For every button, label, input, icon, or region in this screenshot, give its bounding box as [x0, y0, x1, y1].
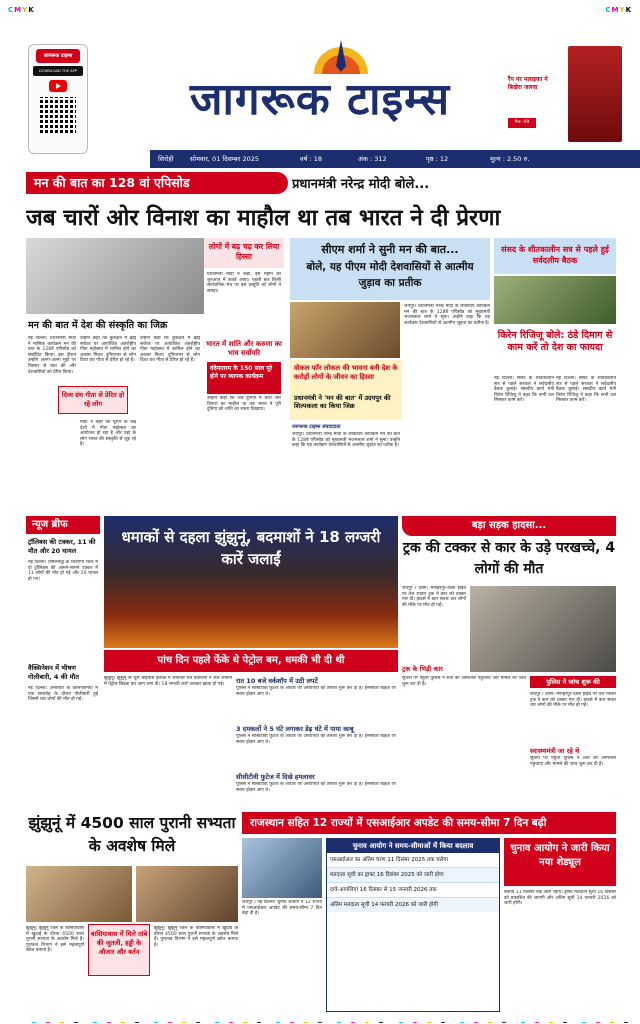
civilization-photo-1	[26, 866, 132, 922]
lead-subhead: मन की बात में देश की संस्कृति का जिक्र	[28, 320, 168, 331]
accident-sub2: ट्रक के भिड़ी कार	[402, 665, 443, 673]
schedule-headline: चुनाव आयोग ने जारी किया नया शेड्यूल	[510, 843, 610, 868]
lead-body-col2: उन्होंने कहा कि कुरुक्षेत्र में ब्रह्म सरोवर पर आयोजित अंतर्राष्ट्रीय गीता महोत्सव में शामिल होने का अवसर मिला। दुनियाभर से लोग दिव्य ग्रंथ गीता से प्रेरित हो रहे हैं।	[80, 336, 136, 364]
lead-headline: जब चारों ओर विनाश का माहौल था तब भारत ने दी प्रेरणा	[26, 205, 501, 231]
dateline-price: मूल्य : 2.50 रु.	[490, 155, 530, 163]
sir-photo	[242, 838, 322, 898]
accident-body: जयपुर / दौसा। मनोहरपुर-दौसा हाईवे पर तेज रफ्तार ट्रक ने कार को टक्कर मार दी। हादसे में कार सवार चार लोगों की मौके पर मौत हो गई।	[402, 586, 466, 608]
parliament-photo	[494, 276, 616, 324]
parliament-body: नई दिल्ली। संसद के शीतकालीन सत्र से पहले सरकार ने सर्वदलीय बैठक बुलाई। संसदीय कार्य मंत्री किरेन रिजिजू ने कहा कि सभी दल मिलकर काम करें।	[494, 376, 554, 404]
lead-body-col1: नई दिल्ली। प्रधानमंत्री मोदी ने मासिक कार्यक्रम मन की बात के 128वें एपिसोड को संबोधित किया। इस दौरान उन्होंने अलग-अलग मुद्दों पर विस्तार से बात की और देशवासियों को प्रेरित किया।	[28, 336, 76, 375]
dateline-pages: पृष्ठ : 12	[426, 155, 449, 163]
cm-body: जयपुर। प्रधानमंत्री नरेन्द्र मोदी के लोकप्रिय कार्यक्रम मन की बात के 128वें एपिसोड को मुख्यमंत्री भजनलाल शर्मा ने सुना। उन्होंने कहा कि यह कार्यक्रम देशवासियों से आत्मीय जुड़ाव का प्रतीक है।	[292, 432, 400, 449]
sir-body: जयपुर / नई दिल्ली। चुनाव आयोग ने 12 राज्यों में एसआईआर अपडेट की समय-सीमा 7 दिन बढ़ा दी है।	[242, 900, 322, 917]
cm-photo	[290, 302, 400, 358]
app-badge: जागरूक टाइम्स	[36, 49, 80, 63]
lead-photo	[26, 238, 204, 314]
brief1-body: नई दिल्ली। तमिलनाडु के शिवगंगा जिले में दो ट्रॉलिबस की आमने-सामने टक्कर में 11 लोगों की मौत हो गई और 20 घायल हो गए।	[28, 560, 98, 582]
accident-headline: ट्रक की टक्कर से कार के उड़े परखच्चे, 4 लोगों की मौत	[402, 540, 616, 577]
dateline-bar	[150, 150, 640, 168]
blast-body: झुंझुनूं। झुंझुनूं के चूरू बाइपास इलाके में शनिवार रात बदमाशों ने कार शोरूम में पेट्रोल छिड़क कर आग लगा दी। 18 लग्जरी कारें जलकर खाक हो गईं।	[104, 676, 232, 687]
parliament-body-col2: नई दिल्ली। संसद के शीतकालीन सत्र से पहले सरकार ने सर्वदलीय बैठक बुलाई। संसदीय कार्य मंत्री किरेन रिजिजू ने कहा कि सभी दल मिलकर काम करें।	[556, 376, 616, 404]
cm-body-col2: जयपुर। प्रधानमंत्री नरेन्द्र मोदी के लोकप्रिय कार्यक्रम मन की बात के 128वें एपिसोड को मुख्यमंत्री भजनलाल शर्मा ने सुना। उन्होंने कहा कि यह कार्यक्रम देशवासियों से आत्मीय जुड़ाव का प्रतीक है।	[404, 304, 490, 326]
civilization-body2: झुंझुनूं। झुंझुनूं जिले के बासियावास में खुदाई के दौरान 4500 साल पुरानी सभ्यता के अवशेष मिले हैं। पुरातत्व विभाग ने इसे महत्वपूर्ण खोज बताया है।	[154, 926, 238, 948]
sir-headline: राजस्थान सहित 12 राज्यों में एसआईआर अपडेट की समय-सीमा 7 दिन बढ़ी	[250, 817, 547, 829]
print-mark-right: CMYK	[605, 6, 632, 14]
lead-body-col4: उन्होंने कहा कि कुरुक्षेत्र में ब्रह्म सरोवर पर आयोजित अंतर्राष्ट्रीय गीता महोत्सव में शामिल होने का अवसर मिला। दुनियाभर से लोग दिव्य ग्रंथ गीता से प्रेरित हो रहे हैं।	[140, 336, 200, 364]
cm-caption: वोकल फॉर लोकल की भावना बनी देश के करोड़ों लोगों के जीवन का हिस्सा	[294, 364, 398, 381]
parliament-headline: किरेन रिजिजू बोले: ठंडे दिमाग से काम करें तो देश का फायदा	[497, 330, 613, 353]
accident-label-text: बड़ा सड़क हादसा...	[471, 520, 547, 531]
civilization-photo-2	[136, 866, 238, 922]
schedule-headline-box	[504, 838, 616, 886]
blast-body3: पुलिस ने सीसीटीवी फुटेज के आधार पर आरोपियों की तलाश शुरू कर दी है। हमलावर बाइक पर सवार होकर आए थे।	[236, 734, 396, 745]
accident-label	[402, 516, 616, 536]
sir-table	[326, 838, 500, 1012]
side-title: लोगों में बढ़ चढ़ कर लिया हिस्सा	[204, 238, 284, 268]
civilization-headline: झुंझुनूं में 4500 साल पुरानी सभ्यता के अवशेष मिले	[28, 814, 236, 855]
lead-tag	[26, 172, 288, 194]
lead-tag-text: मन की बात का 128 वां एपिसोड	[34, 175, 190, 190]
news-brief-label	[26, 516, 100, 534]
ad-box[interactable]	[508, 46, 626, 146]
news-brief-label-text: न्यूज ब्रीफ	[32, 519, 68, 530]
blast-sub2: 3 दमकलों ने 5 घंटे लगाकर डेढ़ घंटे में पाया काबू	[236, 725, 354, 733]
blast-strap-text: पांच दिन पहले फेंके थे पेट्रोल बम, धमकी भी दी थी	[157, 655, 345, 666]
side-body: प्रधानमंत्री मोदी ने कहा, इस महीने की शुरुआत में कतर्ड आया। पहली बार किसी सार्वजनिक मंच पर इस प्रस्तुति को लोगों ने सराहा।	[207, 272, 281, 294]
lead-kicker: प्रधानमंत्री नरेन्द्र मोदी बोले...	[292, 177, 430, 192]
color-registration-dots	[30, 1015, 630, 1023]
cm-byline: जागरूक टाइम्स संवाददाता	[292, 424, 341, 430]
accident-body4: सूचना पर पहुंची पुलिस ने शवों को अस्पताल पहुंचाया और मामले की जांच शुरू कर दी है।	[530, 756, 616, 767]
parliament-title: संसद के शीतकालीन सत्र से पहले हुई सर्वदलीय बैठक	[501, 245, 609, 265]
cm-subhead: प्रधानमंत्री ने 'मन की बात' में उदयपुर की शिल्पकला का किया जिक्र	[294, 394, 391, 410]
blast-photo	[104, 516, 398, 648]
cm-title1: सीएम शर्मा ने सुनी मन की बात...	[321, 243, 459, 256]
dateline-date: सोमवार, 01 दिसम्बर 2025	[190, 155, 260, 163]
schedule-body: बताया 11 दिसंबर तक जारी रहेगा। ड्राफ्ट मतदाता सूची 16 दिसंबर को प्रकाशित की जाएगी और अंतिम सूची 14 फरवरी 2026 को जारी होगी।	[504, 890, 616, 907]
side-column	[204, 238, 284, 512]
accident-sub1: पुलिस ने जांच शुरू की	[530, 676, 616, 688]
brief1-title: ट्रॉलिबस की टक्कर, 11 की मौत और 20 घायल	[28, 538, 96, 555]
lead-body-col3: मोदी ने कहा कि यूरोप के कई देशों में गीता महोत्सव का आयोजन हो रहा है और वहां के लोग भारत की संस्कृति से जुड़ रहे हैं।	[80, 420, 136, 448]
side-body2: उन्होंने कहा कि जब दुनिया में चारों ओर विनाश का माहौल था तब भारत ने पूरी दुनिया को शांति का रास्ता दिखाया।	[207, 396, 281, 413]
cm-title2: बोले, यह पीएम मोदी देशवासियों से आत्मीय जुड़ाव का प्रतीक	[306, 261, 474, 289]
brief2-body: नई दिल्ली। अमेरिका के कैलिफोर्निया में एक समारोह के दौरान गोलीबारी हुई जिसमें चार लोगों की मौत हो गई।	[28, 686, 98, 703]
accident-photo	[470, 586, 616, 672]
sir-row: दावे-आपत्तियां 16 दिसंबर से 15 जनवरी 2026 तक	[327, 883, 499, 898]
brief2-title: वैक्सिनेशन में भीषण गोलीबारी, 4 की मौत	[28, 664, 79, 681]
civilization-box: बासियावास में मिले तांबे की जुतली, हड्डी के औजार और बर्तन	[88, 924, 150, 976]
youtube-icon	[49, 80, 67, 92]
lead-quote: दिव्य ग्रंथ गीता से प्रेरित हो रहे लोग	[58, 386, 128, 414]
blast-body4: पुलिस ने सीसीटीवी फुटेज के आधार पर आरोपियों की तलाश शुरू कर दी है। हमलावर बाइक पर सवार होकर आए थे।	[236, 782, 396, 793]
side-subhead: भारत में शांति और करुणा का भाव सर्वोपरि	[206, 340, 282, 357]
side-highlight: वंदेमातरम के 150 साल पूरे होने पर व्यापक कार्यक्रम	[207, 362, 281, 394]
blast-headline: धमाकों से दहला झुंझुनूं, बदमाशों ने 18 लग्जरी कारें जलाईं	[121, 528, 381, 568]
print-mark-left: CMYK	[8, 6, 35, 14]
sir-table-title: चुनाव आयोग ने समय-सीमाओं में किया बदलाव	[327, 839, 499, 853]
sir-headline-bar	[242, 812, 616, 834]
dateline-city: सिरोही	[158, 155, 174, 163]
ad-text: रैंप पर मलाइका ने बिखेरा जलवा	[508, 76, 548, 91]
download-app-button[interactable]: DOWNLOAD THE APP	[33, 66, 83, 76]
blast-body2: पुलिस ने सीसीटीवी फुटेज के आधार पर आरोपियों की तलाश शुरू कर दी है। हमलावर बाइक पर सवार होकर आए थे।	[236, 686, 396, 697]
blast-sub3: सीसीटीवी फुटेज में दिखे हमलावर	[236, 773, 315, 781]
cm-headline-box	[290, 238, 490, 300]
parliament-title-box	[494, 238, 616, 274]
dateline-volume: वर्ष : 18	[300, 155, 322, 163]
pen-sunburst-logo	[310, 36, 372, 74]
blast-strap	[104, 650, 398, 672]
accident-body3: जयपुर / दौसा। मनोहरपुर-दौसा हाईवे पर तेज रफ्तार ट्रक ने कार को टक्कर मार दी। हादसे में कार सवार चार लोगों की मौके पर मौत हो गई।	[530, 692, 616, 709]
accident-sub3: स्वास्थ्यमंत्री जा रहे थे	[530, 747, 580, 755]
qr-code-icon	[40, 97, 76, 133]
masthead-title: जागरूक टाइम्स	[189, 74, 451, 125]
blast-sub1: रात 10 बजे वर्कशॉप में उठी लपटें	[236, 677, 318, 685]
ad-page-label: पेज -09	[508, 118, 536, 128]
accident-body2: सूचना पर पहुंची पुलिस ने शवों को अस्पताल पहुंचाया और मामले की जांच शुरू कर दी है।	[402, 676, 526, 687]
civilization-body: झुंझुनूं। झुंझुनूं जिले के बासियावास में खुदाई के दौरान 4500 साल पुरानी सभ्यता के अवशेष मिले हैं। पुरातत्व विभाग ने इसे महत्वपूर्ण खोज बताया है।	[26, 926, 84, 954]
cm-caption-box	[290, 360, 402, 420]
sir-row: एसआईआर का अंतिम चरण 11 दिसंबर 2025 तक चलेगा	[327, 853, 499, 868]
sir-row: मतदाता सूची का ड्राफ्ट 16 दिसंबर 2025 को जारी होगा	[327, 868, 499, 883]
sir-row: अंतिम मतदाता सूची 14 फरवरी 2026 को जारी होगी	[327, 898, 499, 912]
app-promo[interactable]	[28, 44, 88, 154]
dateline-issue: अंक : 312	[358, 155, 387, 163]
model-photo	[568, 46, 622, 142]
